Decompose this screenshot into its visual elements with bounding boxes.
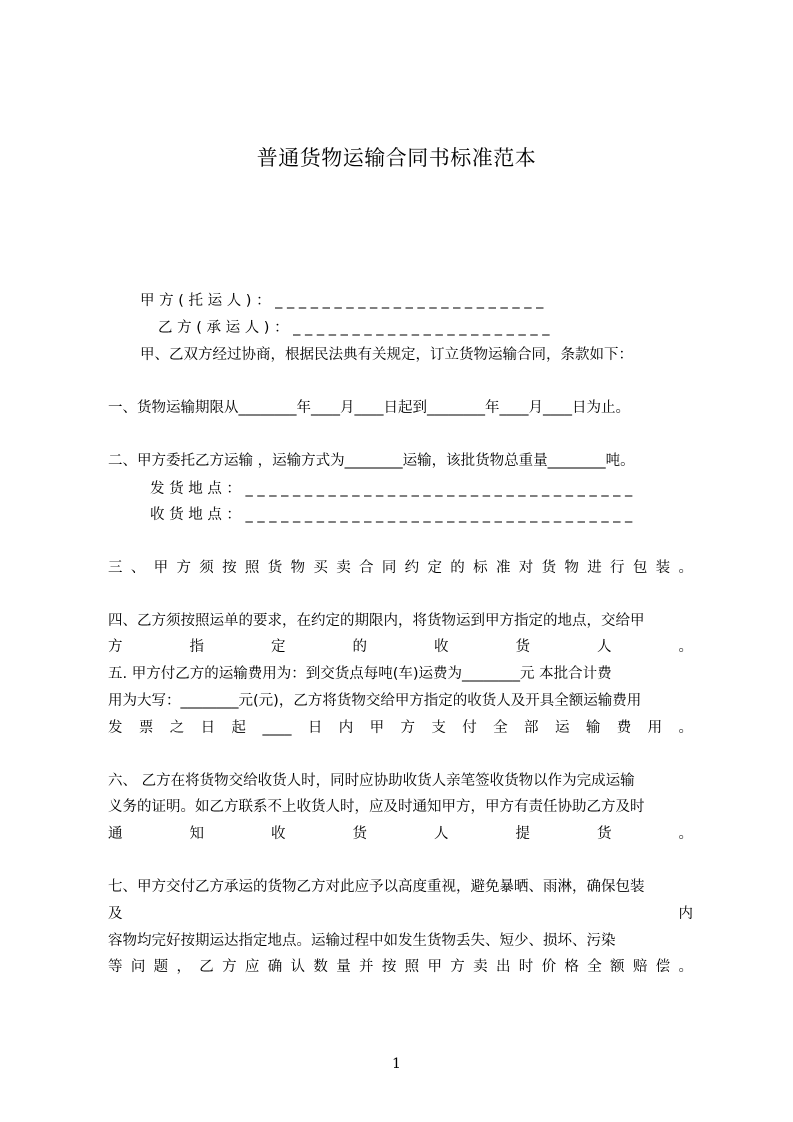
clause-3: 三、甲方须按照货物买卖合同约定的标准对货物进行包装。 bbox=[108, 560, 693, 576]
clause-5-line-3: 发票之日起____日内甲方支付全部运输费用。 bbox=[108, 720, 693, 736]
clause-7-line-4: 等问题，乙方应确认数量并按照甲方卖出时价格全额赔偿。 bbox=[108, 959, 693, 975]
party-b-line: 乙 方 ( 承 运 人 ) ： _ _ _ _ _ _ _ _ _ _ _ _ _ _ _ _ _ _ _ _ _ _ bbox=[158, 320, 550, 336]
clause-1: 一、货物运输期限从________年____月____日起到________年____月____日为止。 bbox=[108, 400, 630, 416]
clause-4-line-2: 方指定的收货人。 bbox=[108, 639, 693, 655]
clause-5-line-2: 用为大写：________元(元)，乙方将货物交给甲方指定的收货人及开具全额运输费用 bbox=[108, 693, 642, 709]
intro-paragraph: 甲、乙双方经过协商，根据民法典有关规定，订立货物运输合同，条款如下： bbox=[140, 347, 633, 363]
clause-7-line-2: 及内 bbox=[108, 906, 693, 922]
clause-6-line-1: 六、 乙方在将货物交给收货人时，同时应协助收货人亲笔签收货物以作为完成运输 bbox=[108, 773, 635, 789]
ship-from-line: 发 货 地 点 ： _ _ _ _ _ _ _ _ _ _ _ _ _ _ _ _ _ _ _ _ _ _ _ _ _ _ _ _ _ _ _ _ _ bbox=[150, 481, 633, 497]
clause-2: 二、甲方委托乙方运输 ，运输方式为________运输，该批货物总重量________吨。 bbox=[108, 453, 635, 469]
ship-to-line: 收 货 地 点 ： _ _ _ _ _ _ _ _ _ _ _ _ _ _ _ _ _ _ _ _ _ _ _ _ _ _ _ _ _ _ _ _ _ bbox=[150, 507, 633, 523]
document-title: 普通货物运输合同书标准范本 bbox=[256, 146, 537, 170]
clause-7-line-1: 七、甲方交付乙方承运的货物乙方对此应予以高度重视，避免暴晒、雨淋，确保包装 bbox=[108, 879, 645, 895]
clause-4-line-1: 四、乙方须按照运单的要求，在约定的期限内，将货物运到甲方指定的地点，交给甲 bbox=[108, 613, 645, 629]
page-number: 1 bbox=[392, 1056, 401, 1072]
clause-7-line-3: 容物均完好按期运达指定地点。运输过程中如发生货物丢失、短少、损坏、污染 bbox=[108, 933, 616, 949]
clause-5-line-1: 五. 甲方付乙方的运输费用为：到交货点每吨(车)运费为________元 本批合计费 bbox=[108, 666, 612, 682]
party-a-line: 甲 方 ( 托 运 人 ) ： _ _ _ _ _ _ _ _ _ _ _ _ _ _ _ _ _ _ _ _ _ _ _ bbox=[140, 293, 544, 309]
clause-6-line-3: 通知收货人提货。 bbox=[108, 826, 693, 842]
clause-6-line-2: 义务的证明。如乙方联系不上收货人时，应及时通知甲方，甲方有责任协助乙方及时 bbox=[108, 799, 645, 815]
